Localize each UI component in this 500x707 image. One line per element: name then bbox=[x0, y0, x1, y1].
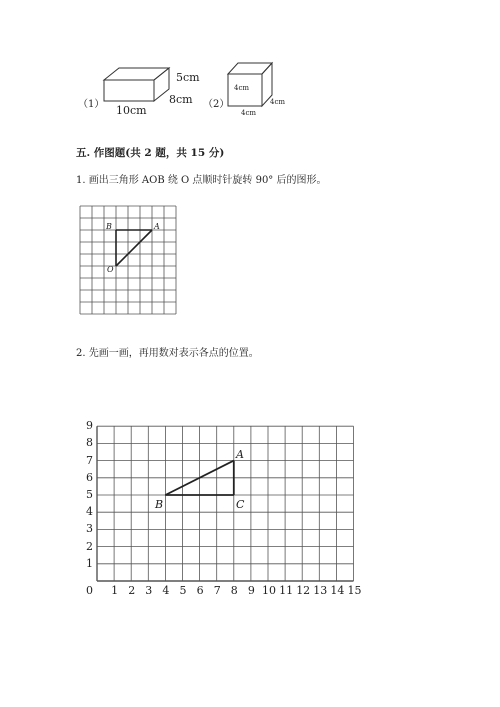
cube-index: （2） bbox=[203, 99, 230, 110]
x-tick-label: 4 bbox=[162, 584, 170, 597]
q2-label-b: B bbox=[155, 498, 164, 511]
section-title: 五. 作图题(共 2 题，共 15 分) bbox=[76, 147, 225, 159]
x-tick-label: 15 bbox=[347, 584, 362, 597]
cuboid-height-label: 5cm bbox=[176, 71, 200, 84]
cube-side-label: 4cm bbox=[270, 98, 286, 106]
q1-label-a: A bbox=[154, 222, 160, 231]
cuboid-length-label: 10cm bbox=[116, 104, 147, 117]
x-tick-label: 9 bbox=[247, 584, 255, 597]
x-tick-label: 0 bbox=[86, 584, 93, 597]
q1-label-o: O bbox=[107, 265, 114, 274]
x-tick-label: 6 bbox=[196, 584, 204, 597]
y-tick-label: 9 bbox=[86, 419, 93, 433]
q2-label-c: C bbox=[236, 498, 245, 511]
question-1-text: 1. 画出三角形 AOB 绕 O 点顺时针旋转 90° 后的图形。 bbox=[76, 175, 327, 186]
x-tick-label: 10 bbox=[262, 584, 276, 597]
y-tick-label: 2 bbox=[86, 539, 93, 553]
y-tick-label: 4 bbox=[86, 505, 93, 519]
x-tick-label: 2 bbox=[128, 584, 136, 597]
x-tick-label: 5 bbox=[179, 584, 187, 597]
x-tick-label: 7 bbox=[213, 584, 221, 597]
q1-label-b: B bbox=[106, 222, 112, 231]
x-tick-label: 3 bbox=[145, 584, 153, 597]
y-tick-label: 3 bbox=[86, 522, 93, 536]
x-tick-label: 11 bbox=[279, 584, 294, 597]
y-tick-label: 5 bbox=[86, 488, 93, 501]
y-tick-label: 6 bbox=[86, 470, 93, 484]
question-2-text: 2. 先画一画，再用数对表示各点的位置。 bbox=[76, 348, 259, 359]
x-tick-label: 1 bbox=[111, 584, 119, 597]
q2-label-a: A bbox=[236, 448, 244, 461]
y-tick-label: 8 bbox=[86, 436, 93, 450]
y-tick-label: 7 bbox=[86, 453, 93, 467]
x-tick-label: 14 bbox=[330, 584, 345, 597]
cuboid-depth-label: 8cm bbox=[169, 93, 193, 106]
y-tick-label: 1 bbox=[86, 556, 93, 570]
x-tick-label: 8 bbox=[230, 584, 238, 597]
x-tick-label: 12 bbox=[296, 584, 311, 597]
x-tick-label: 13 bbox=[313, 584, 328, 597]
cube-bottom-label: 4cm bbox=[241, 109, 257, 117]
cuboid-index: （1） bbox=[78, 99, 105, 110]
cube-front-label: 4cm bbox=[234, 84, 250, 92]
